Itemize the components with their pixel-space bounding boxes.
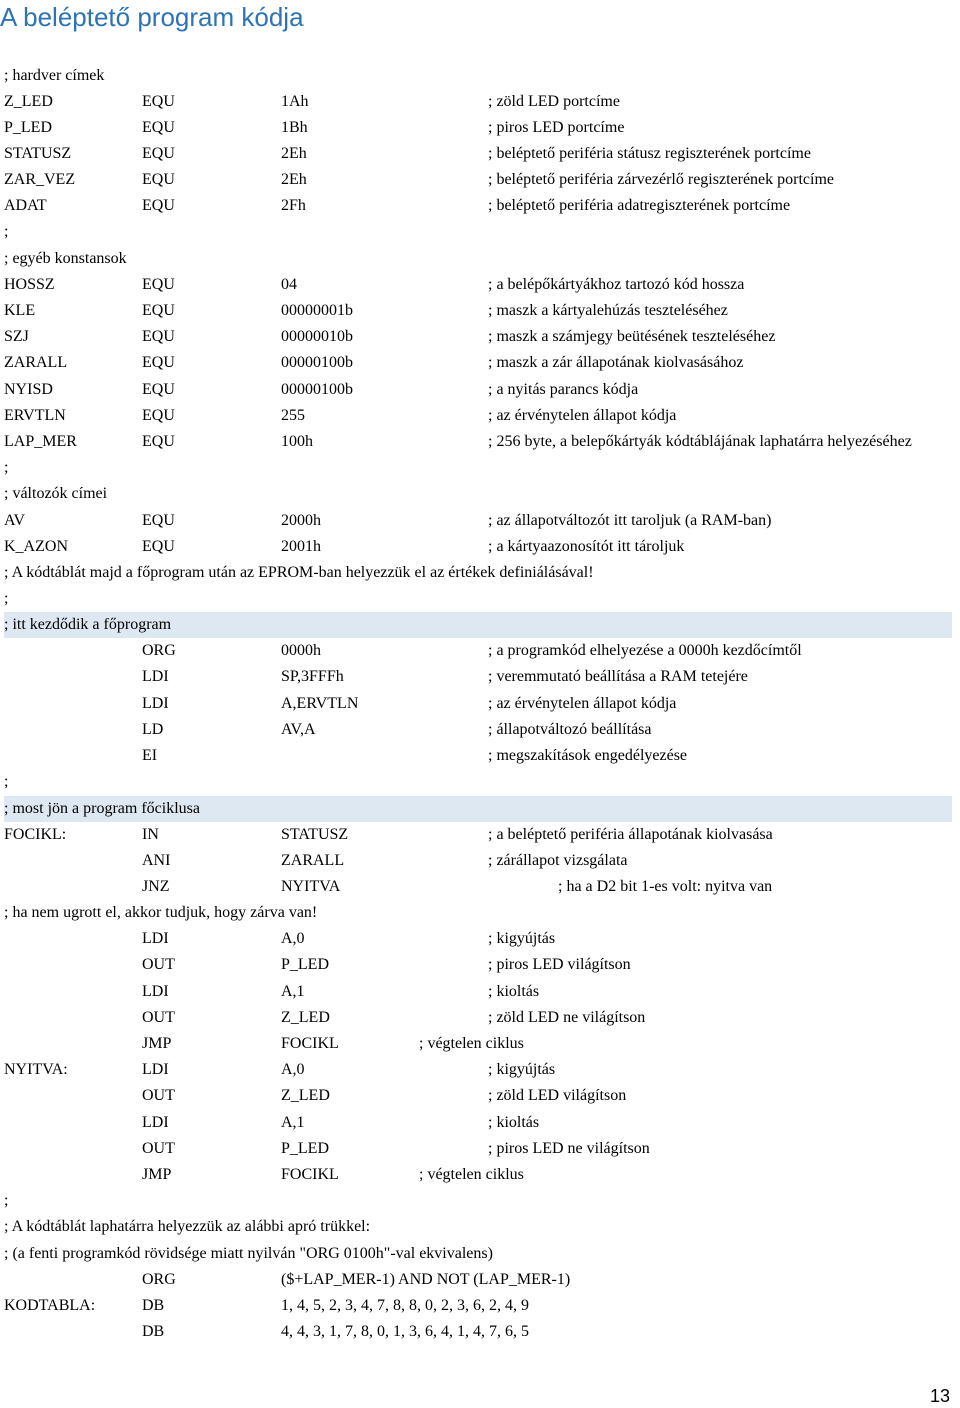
comment-line [4, 769, 952, 795]
line-arg: 2000h [281, 512, 321, 529]
code-line [4, 1136, 952, 1162]
code-line [4, 350, 952, 376]
line-op: LDI [142, 695, 169, 712]
line-arg: SP,3FFFh [281, 668, 344, 685]
comment-line [4, 63, 952, 89]
line-comment: ; végtelen ciklus [419, 1166, 524, 1183]
line-text: ; [4, 459, 9, 476]
line-op: EQU [142, 302, 175, 319]
line-label: KODTABLA: [4, 1297, 96, 1314]
code-line [4, 1057, 952, 1083]
comment-line [4, 1188, 952, 1214]
code-line [4, 534, 952, 560]
line-comment: ; zöld LED portcíme [488, 93, 620, 110]
code-line [4, 1031, 952, 1057]
comment-line [4, 586, 952, 612]
line-comment: ; piros LED portcíme [488, 119, 625, 136]
code-line [4, 1162, 952, 1188]
line-op: DB [142, 1297, 165, 1314]
code-line [4, 664, 952, 690]
code-line [4, 691, 952, 717]
line-op: EQU [142, 433, 175, 450]
code-line [4, 1267, 952, 1293]
line-arg: Z_LED [281, 1087, 330, 1104]
line-comment: ; az érvénytelen állapot kódja [488, 695, 677, 712]
line-op: EQU [142, 538, 175, 555]
page-number: 13 [929, 1386, 950, 1406]
line-label: Z_LED [4, 93, 53, 110]
line-arg: 4, 4, 3, 1, 7, 8, 0, 1, 3, 6, 4, 1, 4, 7, 6, 5 [281, 1323, 529, 1340]
line-arg: 2001h [281, 538, 321, 555]
code-line [4, 743, 952, 769]
line-arg: AV,A [281, 721, 316, 738]
line-arg: 00000001b [281, 302, 353, 319]
line-arg: 1, 4, 5, 2, 3, 4, 7, 8, 8, 0, 2, 3, 6, 2, 4, 9 [281, 1297, 529, 1314]
line-arg: 00000100b [281, 354, 353, 371]
comment-line [4, 900, 952, 926]
line-op: EQU [142, 381, 175, 398]
line-text: ; A kódtáblát majd a főprogram után az EPROM-ban helyezzük el az értékek definiálásával! [4, 564, 594, 581]
comment-line [4, 246, 952, 272]
line-op: OUT [142, 956, 175, 973]
line-arg: Z_LED [281, 1009, 330, 1026]
line-label: SZJ [4, 328, 29, 345]
line-op: LDI [142, 668, 169, 685]
line-comment: ; beléptető periféria státusz regiszterének portcíme [488, 145, 811, 162]
line-text: ; [4, 590, 9, 607]
line-comment: ; állapotváltozó beállítása [488, 721, 652, 738]
comment-line [4, 1214, 952, 1240]
line-text: ; hardver címek [4, 67, 105, 84]
code-line [4, 926, 952, 952]
line-op: JMP [142, 1035, 172, 1052]
line-op: EQU [142, 197, 175, 214]
line-text: ; változók címei [4, 485, 108, 502]
line-comment: ; beléptető periféria zárvezérlő regiszterének portcíme [488, 171, 835, 188]
code-line [4, 324, 952, 350]
line-op: LDI [142, 930, 169, 947]
line-op: ORG [142, 1271, 176, 1288]
line-arg: ($+LAP_MER-1) AND NOT (LAP_MER-1) [281, 1271, 571, 1288]
line-label: ADAT [4, 197, 47, 214]
line-arg: 2Eh [281, 145, 307, 162]
line-comment: ; zöld LED világítson [488, 1087, 627, 1104]
code-line [4, 377, 952, 403]
code-line [4, 193, 952, 219]
line-text: ; [4, 223, 9, 240]
line-label: KLE [4, 302, 36, 319]
line-text: ; [4, 773, 9, 790]
comment-line [4, 455, 952, 481]
line-comment: ; a belépőkártyákhoz tartozó kód hossza [488, 276, 745, 293]
line-comment: ; az állapotváltozót itt taroljuk (a RAM-ban) [488, 512, 772, 529]
line-comment: ; piros LED ne világítson [488, 1140, 650, 1157]
line-op: JMP [142, 1166, 172, 1183]
line-label: ZARALL [4, 354, 68, 371]
line-comment: ; veremmutató beállítása a RAM tetejére [488, 668, 748, 685]
line-op: OUT [142, 1140, 175, 1157]
line-comment: ; megszakítások engedélyezése [488, 747, 688, 764]
code-line [4, 403, 952, 429]
line-label: ERVTLN [4, 407, 66, 424]
code-line [4, 822, 952, 848]
line-comment: ; kioltás [488, 1114, 540, 1131]
line-arg: 255 [281, 407, 305, 424]
line-arg: 1Bh [281, 119, 308, 136]
code-line [4, 874, 952, 900]
line-op: EQU [142, 276, 175, 293]
line-op: OUT [142, 1009, 175, 1026]
section-heading [4, 796, 952, 822]
line-op: LDI [142, 1061, 169, 1078]
code-line [4, 848, 952, 874]
code-line [4, 167, 952, 193]
line-op: JNZ [142, 878, 170, 895]
line-comment: ; beléptető periféria adatregiszterének portcíme [488, 197, 791, 214]
line-arg: 04 [281, 276, 297, 293]
line-arg: 2Eh [281, 171, 307, 188]
code-line [4, 115, 952, 141]
line-comment: ; piros LED világítson [488, 956, 631, 973]
line-op: EQU [142, 512, 175, 529]
line-arg: NYITVA [281, 878, 341, 895]
line-op: LDI [142, 983, 169, 1000]
line-op: LD [142, 721, 164, 738]
code-line [4, 952, 952, 978]
line-label: AV [4, 512, 26, 529]
line-label: HOSSZ [4, 276, 55, 293]
line-label: FOCIKL: [4, 826, 67, 843]
comment-line [4, 481, 952, 507]
page-title: A beléptető program kódja [0, 2, 304, 32]
line-op: EQU [142, 145, 175, 162]
line-comment: ; maszk a kártyalehúzás teszteléséhez [488, 302, 728, 319]
line-text: ; most jön a program főciklusa [4, 800, 200, 817]
line-text: ; itt kezdődik a főprogram [4, 616, 172, 633]
code-line [4, 508, 952, 534]
code-line [4, 272, 952, 298]
line-arg: A,ERVTLN [281, 695, 359, 712]
line-label: LAP_MER [4, 433, 77, 450]
line-label: ZAR_VEZ [4, 171, 76, 188]
line-text: ; egyéb konstansok [4, 250, 127, 267]
code-line [4, 1293, 952, 1319]
line-arg: FOCIKL [281, 1035, 339, 1052]
line-arg: A,1 [281, 983, 305, 1000]
line-arg: FOCIKL [281, 1166, 339, 1183]
line-arg: A,0 [281, 930, 305, 947]
line-arg: 1Ah [281, 93, 309, 110]
line-arg: 0000h [281, 642, 321, 659]
line-op: EQU [142, 93, 175, 110]
line-comment: ; maszk a számjegy beütésének teszteléséhez [488, 328, 776, 345]
line-op: EQU [142, 171, 175, 188]
line-op: IN [142, 826, 159, 843]
code-line [4, 1110, 952, 1136]
line-comment: ; ha a D2 bit 1-es volt: nyitva van [558, 878, 773, 895]
line-op: LDI [142, 1114, 169, 1131]
line-label: STATUSZ [4, 145, 72, 162]
line-comment: ; a programkód elhelyezése a 0000h kezdőcímtől [488, 642, 802, 659]
code-line [4, 638, 952, 664]
line-arg: P_LED [281, 956, 329, 973]
line-op: EQU [142, 407, 175, 424]
line-arg: A,1 [281, 1114, 305, 1131]
line-label: NYITVA: [4, 1061, 68, 1078]
line-comment: ; kigyújtás [488, 1061, 556, 1078]
line-op: DB [142, 1323, 165, 1340]
line-comment: ; a kártyaazonosítót itt tároljuk [488, 538, 685, 555]
line-op: EI [142, 747, 158, 764]
line-comment: ; zárállapot vizsgálata [488, 852, 628, 869]
line-comment: ; kioltás [488, 983, 540, 1000]
line-arg: 2Fh [281, 197, 306, 214]
comment-line [4, 219, 952, 245]
line-op: EQU [142, 119, 175, 136]
line-arg: 100h [281, 433, 313, 450]
line-op: ORG [142, 642, 176, 659]
line-arg: 00000010b [281, 328, 353, 345]
comment-line [4, 1241, 952, 1267]
line-label: NYISD [4, 381, 53, 398]
line-arg: 00000100b [281, 381, 353, 398]
line-arg: P_LED [281, 1140, 329, 1157]
line-arg: STATUSZ [281, 826, 349, 843]
code-line [4, 298, 952, 324]
code-line [4, 429, 952, 455]
code-line [4, 1319, 952, 1345]
line-op: EQU [142, 328, 175, 345]
line-comment: ; végtelen ciklus [419, 1035, 524, 1052]
line-text: ; (a fenti programkód rövidsége miatt nyilván "ORG 0100h"-val ekvivalens) [4, 1245, 493, 1262]
line-arg: ZARALL [281, 852, 345, 869]
code-line [4, 89, 952, 115]
code-line [4, 141, 952, 167]
line-text: ; A kódtáblát laphatárra helyezzük az alábbi apró trükkel: [4, 1218, 371, 1235]
line-label: P_LED [4, 119, 52, 136]
line-text: ; ha nem ugrott el, akkor tudjuk, hogy zárva van! [4, 904, 318, 921]
line-text: ; [4, 1192, 9, 1209]
line-comment: ; a beléptető periféria állapotának kiolvasása [488, 826, 773, 843]
line-comment: ; a nyitás parancs kódja [488, 381, 639, 398]
line-comment: ; 256 byte, a belepőkártyák kódtáblájának laphatárra helyezéséhez [488, 433, 912, 450]
code-line [4, 717, 952, 743]
line-op: EQU [142, 354, 175, 371]
code-line [4, 979, 952, 1005]
comment-line [4, 560, 952, 586]
code-line [4, 1005, 952, 1031]
line-comment: ; maszk a zár állapotának kiolvasásához [488, 354, 744, 371]
line-comment: ; kigyújtás [488, 930, 556, 947]
line-arg: A,0 [281, 1061, 305, 1078]
line-comment: ; zöld LED ne világítson [488, 1009, 646, 1026]
section-heading [4, 612, 952, 638]
line-op: OUT [142, 1087, 175, 1104]
line-label: K_AZON [4, 538, 68, 555]
line-op: ANI [142, 852, 171, 869]
code-line [4, 1083, 952, 1109]
line-comment: ; az érvénytelen állapot kódja [488, 407, 677, 424]
